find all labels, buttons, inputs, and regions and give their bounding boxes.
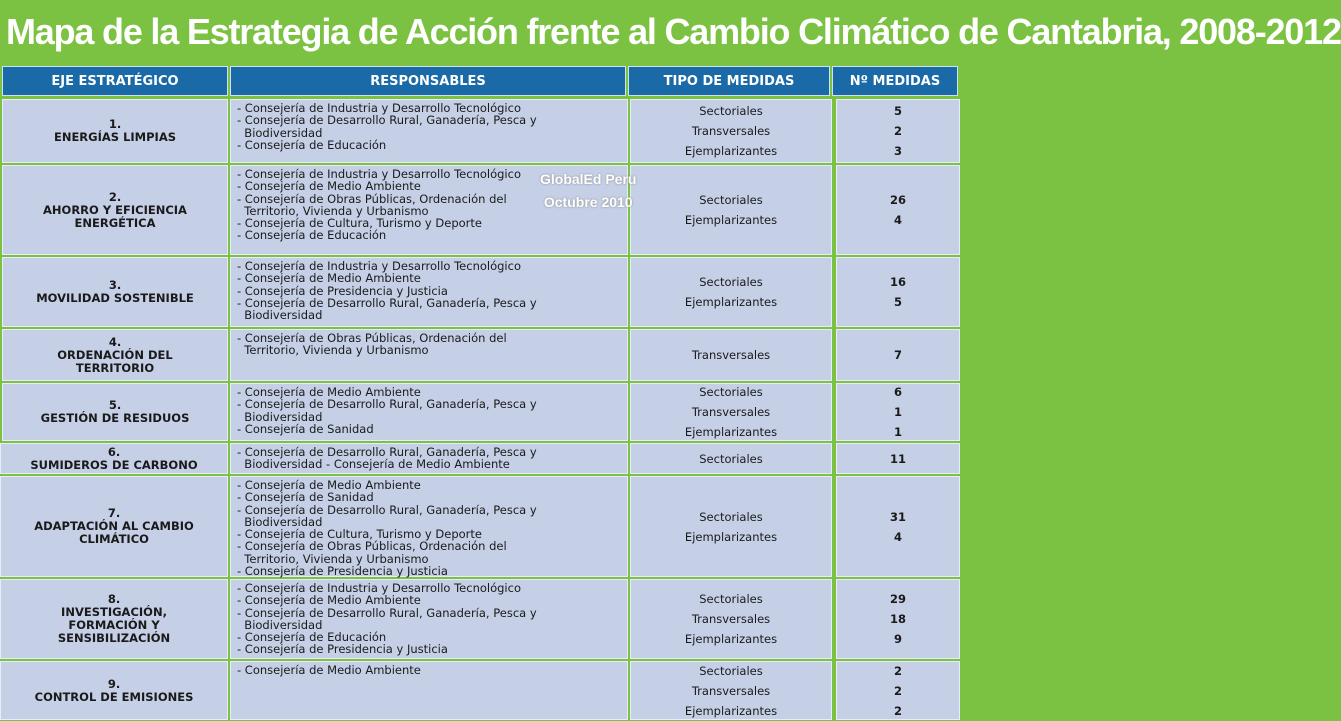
eje-number: 8. — [107, 592, 121, 606]
responsable-line: - Consejería de Desarrollo Rural, Ganadería, Pesca y — [237, 502, 537, 517]
num-medida: 26 — [889, 193, 906, 207]
eje-name: ENERGÍAS LIMPIAS — [53, 130, 177, 144]
watermark-line-2: Octubre 2010 — [543, 194, 633, 210]
tipo-medida: Transversales — [691, 612, 771, 626]
responsables-cell-7 — [230, 476, 628, 577]
eje-cell-8 — [0, 579, 228, 659]
num-medida: 2 — [893, 124, 902, 138]
responsable-line: - Consejería de Medio Ambiente — [237, 271, 421, 286]
responsable-line: - Consejería de Presidencia y Justicia — [237, 642, 448, 657]
tipo-medida: Transversales — [691, 405, 771, 419]
eje-cell-5 — [2, 383, 228, 441]
num-cell-5 — [836, 383, 960, 441]
eje-cell-6 — [0, 443, 228, 474]
responsables-cell-1 — [230, 99, 628, 163]
num-cell-3 — [836, 257, 960, 327]
eje-number: 4. — [108, 334, 122, 349]
num-medida: 2 — [893, 683, 902, 698]
responsable-line: Territorio, Vivienda y Urbanismo — [237, 203, 429, 218]
responsable-line: - Consejería de Desarrollo Rural, Ganadería, Pesca y — [237, 397, 537, 412]
responsable-line: - Consejería de Presidencia y Justicia — [237, 564, 448, 579]
num-medida: 31 — [889, 509, 906, 524]
tipo-cell-7 — [630, 476, 832, 577]
num-medida: 4 — [893, 213, 902, 227]
tipo-medida: Ejemplarizantes — [684, 529, 778, 544]
watermark — [540, 168, 636, 214]
eje-number: 6. — [107, 444, 121, 459]
responsable-line: - Consejería de Cultura, Turismo y Deporte — [237, 527, 482, 542]
num-cell-8 — [836, 579, 960, 659]
page-title: Mapa de la Estrategia de Acción frente al Cambio Climático de Cantabria, 2008-2012 — [0, 0, 960, 64]
tipo-medida: Sectoriales — [699, 451, 763, 466]
tipo-cell-9 — [630, 661, 832, 720]
tipo-cell-5 — [630, 383, 832, 441]
responsable-line: - Consejería de Sanidad — [237, 490, 374, 505]
tipo-medida: Transversales — [691, 348, 771, 362]
num-medida: 4 — [893, 529, 902, 544]
eje-name: AHORRO Y EFICIENCIA ENERGÉTICA — [43, 202, 187, 230]
responsables-cell-9 — [230, 661, 628, 720]
responsable-line: - Consejería de Desarrollo Rural, Ganadería, Pesca y — [237, 113, 537, 128]
responsable-line: - Consejería de Sanidad — [237, 421, 374, 436]
responsable-line: Territorio, Vivienda y Urbanismo — [237, 343, 429, 358]
eje-cell-1 — [2, 99, 228, 163]
eje-name: ORDENACIÓN DEL TERRITORIO — [57, 347, 173, 375]
tipo-medida: Ejemplarizantes — [684, 295, 778, 309]
responsable-line: - Consejería de Medio Ambiente — [237, 478, 421, 492]
responsable-line: - Consejería de Industria y Desarrollo Tecnológico — [237, 167, 521, 181]
num-medida: 18 — [889, 612, 906, 626]
tipo-medida: Sectoriales — [699, 663, 763, 678]
responsable-line: - Consejería de Industria y Desarrollo Tecnológico — [237, 259, 521, 273]
responsable-line: - Consejería de Desarrollo Rural, Ganadería, Pesca y — [237, 295, 537, 310]
responsables-cell-5 — [230, 383, 628, 441]
tipo-medida: Ejemplarizantes — [684, 703, 778, 718]
tipo-medida: Transversales — [691, 683, 771, 698]
responsable-line: - Consejería de Industria y Desarrollo Tecnológico — [237, 581, 521, 595]
num-medida: 6 — [893, 385, 902, 399]
tipo-medida: Sectoriales — [699, 509, 763, 524]
header-num-medidas: Nº MEDIDAS — [832, 66, 958, 96]
tipo-cell-4 — [630, 329, 832, 381]
tipo-medida: Sectoriales — [699, 385, 763, 399]
responsable-line: - Consejería de Medio Ambiente — [237, 593, 421, 608]
num-medida: 1 — [893, 425, 902, 439]
num-medida: 2 — [893, 663, 902, 678]
responsable-line: Biodiversidad - Consejería de Medio Ambiente — [237, 457, 510, 472]
responsable-line: - Consejería de Obras Públicas, Ordenación del — [237, 539, 507, 554]
eje-cell-9 — [0, 661, 228, 720]
eje-number: 5. — [108, 398, 122, 412]
responsable-line: Biodiversidad — [237, 514, 323, 529]
tipo-cell-6 — [630, 443, 832, 474]
tipo-cell-8 — [630, 579, 832, 659]
responsable-line: - Consejería de Medio Ambiente — [237, 179, 421, 194]
responsable-line: - Consejería de Obras Públicas, Ordenación del — [237, 191, 507, 206]
eje-number: 9. — [107, 676, 121, 691]
eje-cell-3 — [2, 257, 228, 327]
eje-cell-7 — [0, 476, 228, 577]
num-cell-4 — [836, 329, 960, 381]
tipo-medida: Ejemplarizantes — [684, 425, 778, 439]
responsable-line: Biodiversidad — [237, 308, 323, 323]
responsable-line: Biodiversidad — [237, 617, 323, 632]
num-cell-7 — [836, 476, 960, 577]
num-medida: 5 — [893, 104, 902, 118]
tipo-medida: Ejemplarizantes — [684, 213, 778, 227]
tipo-medida: Ejemplarizantes — [684, 632, 778, 646]
tipo-cell-1 — [630, 99, 832, 163]
eje-name: GESTIÓN DE RESIDUOS — [40, 411, 190, 425]
eje-name: MOVILIDAD SOSTENIBLE — [36, 291, 194, 305]
responsables-cell-8 — [230, 579, 628, 659]
num-medida: 16 — [889, 275, 906, 289]
responsable-line: - Consejería de Desarrollo Rural, Ganadería, Pesca y — [237, 445, 537, 459]
responsable-line: Territorio, Vivienda y Urbanismo — [237, 551, 429, 566]
responsable-line: - Consejería de Industria y Desarrollo Tecnológico — [237, 101, 521, 115]
tipo-medida: Sectoriales — [699, 275, 763, 289]
responsable-line: Biodiversidad — [237, 125, 323, 140]
eje-number: 7. — [107, 506, 121, 520]
eje-cell-2 — [2, 165, 228, 255]
eje-name: CONTROL DE EMISIONES — [34, 689, 194, 704]
header-responsables: RESPONSABLES — [230, 66, 626, 96]
responsable-line: - Consejería de Medio Ambiente — [237, 663, 421, 677]
tipo-medida: Ejemplarizantes — [684, 144, 778, 158]
tipo-medida: Transversales — [691, 124, 771, 138]
tipo-cell-3 — [630, 257, 832, 327]
responsable-line: - Consejería de Educación — [237, 630, 387, 645]
tipo-medida: Sectoriales — [699, 104, 763, 118]
num-medida: 29 — [889, 592, 906, 606]
num-medida: 7 — [893, 348, 902, 362]
num-cell-6 — [836, 443, 960, 474]
eje-number: 3. — [108, 278, 122, 292]
responsable-line: - Consejería de Medio Ambiente — [237, 385, 421, 399]
responsable-line: - Consejería de Cultura, Turismo y Deporte — [237, 216, 482, 231]
eje-name: SUMIDEROS DE CARBONO — [30, 457, 198, 472]
responsable-line: Biodiversidad — [237, 409, 323, 424]
num-cell-2 — [836, 165, 960, 255]
eje-name: ADAPTACIÓN AL CAMBIO CLIMÁTICO — [34, 519, 194, 546]
watermark-line-1: GlobalEd Peru — [540, 171, 637, 187]
responsable-line: - Consejería de Educación — [237, 137, 387, 152]
num-medida: 11 — [889, 451, 906, 466]
responsable-line: - Consejería de Desarrollo Rural, Ganadería, Pesca y — [237, 605, 537, 620]
num-medida: 2 — [893, 703, 902, 718]
tipo-medida: Sectoriales — [699, 592, 763, 606]
eje-number: 2. — [108, 189, 122, 204]
header-tipo-medidas: TIPO DE MEDIDAS — [628, 66, 830, 96]
responsable-line: - Consejería de Obras Públicas, Ordenación del — [237, 331, 507, 345]
num-medida: 9 — [893, 632, 902, 646]
num-medida: 3 — [893, 144, 902, 158]
tipo-medida: Sectoriales — [699, 193, 763, 207]
num-cell-1 — [836, 99, 960, 163]
num-medida: 5 — [893, 295, 902, 309]
eje-number: 1. — [108, 117, 122, 131]
responsables-cell-4 — [230, 329, 628, 381]
eje-name: INVESTIGACIÓN, FORMACIÓN Y SENSIBILIZACIÓN — [57, 605, 171, 645]
num-cell-9 — [836, 661, 960, 720]
tipo-cell-2 — [630, 165, 832, 255]
num-medida: 1 — [893, 405, 902, 419]
header-eje-estrategico: EJE ESTRATÉGICO — [2, 66, 228, 96]
eje-cell-4 — [2, 329, 228, 381]
responsables-cell-3 — [230, 257, 628, 327]
responsables-cell-6 — [230, 443, 628, 474]
responsable-line: - Consejería de Presidencia y Justicia — [237, 283, 448, 298]
responsable-line: - Consejería de Educación — [237, 228, 387, 243]
